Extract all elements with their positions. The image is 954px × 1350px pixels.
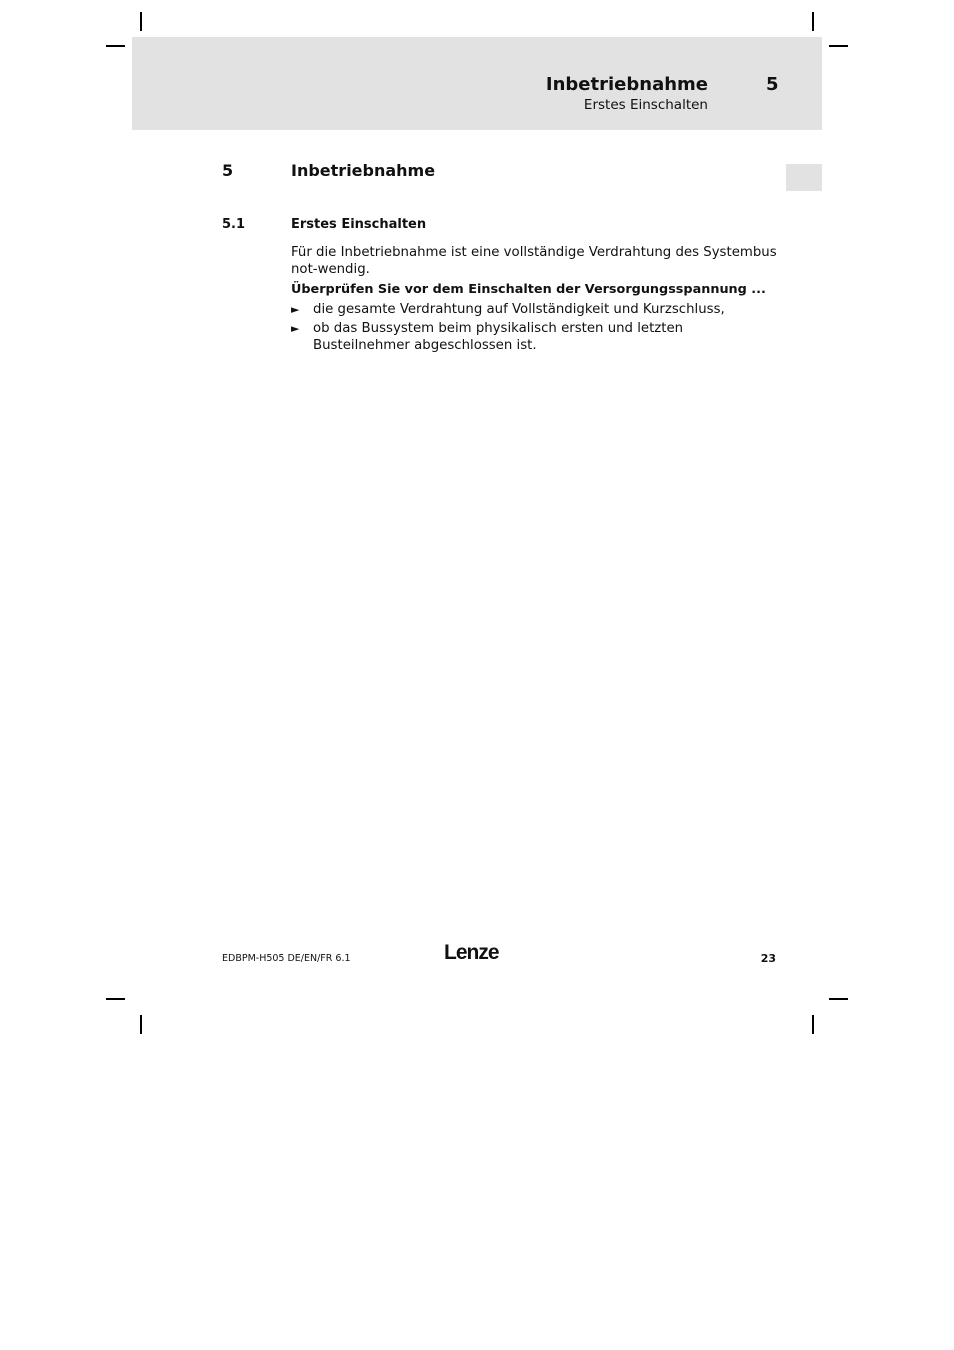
list-item-text: die gesamte Verdrahtung auf Vollständigkeit und Kurzschluss, xyxy=(313,302,725,317)
check-lead-paragraph: Überprüfen Sie vor dem Einschalten der Versorgungsspannung ... xyxy=(291,282,766,297)
page-header-band xyxy=(132,37,822,130)
section-number: 5 xyxy=(222,161,234,180)
crop-mark-top-right-vertical xyxy=(812,12,814,31)
crop-mark-bottom-left-horizontal xyxy=(106,998,125,1000)
chapter-side-tab xyxy=(786,164,822,191)
list-item xyxy=(291,302,783,319)
header-subtitle: Erstes Einschalten xyxy=(583,97,708,113)
crop-mark-top-left-horizontal xyxy=(106,45,125,47)
footer-document-id: EDBPM-H505 DE/EN/FR 6.1 xyxy=(222,953,351,964)
lenze-logo: Lenze xyxy=(444,941,499,964)
intro-paragraph: Für die Inbetriebnahme ist eine vollständige Verdrahtung des Systembus not-wendig. xyxy=(291,245,777,277)
subsection-title: Erstes Einschalten xyxy=(291,217,427,232)
list-item-text: ob das Bussystem beim physikalisch ersten und letzten Busteilnehmer abgeschlossen ist. xyxy=(313,321,684,353)
page-number: 23 xyxy=(760,952,776,965)
crop-mark-top-left-vertical xyxy=(140,12,142,31)
header-title: Inbetriebnahme xyxy=(545,74,708,95)
section-title: Inbetriebnahme xyxy=(291,161,436,180)
crop-mark-bottom-right-horizontal xyxy=(829,998,848,1000)
list-item xyxy=(291,321,783,354)
check-list xyxy=(291,302,783,357)
crop-mark-top-right-horizontal xyxy=(829,45,848,47)
triangle-bullet-icon: ► xyxy=(291,303,300,316)
triangle-bullet-icon: ► xyxy=(291,322,300,335)
crop-mark-bottom-left-vertical xyxy=(140,1015,142,1034)
subsection-number: 5.1 xyxy=(222,217,246,232)
crop-mark-bottom-right-vertical xyxy=(812,1015,814,1034)
header-chapter-number: 5 xyxy=(766,74,779,95)
